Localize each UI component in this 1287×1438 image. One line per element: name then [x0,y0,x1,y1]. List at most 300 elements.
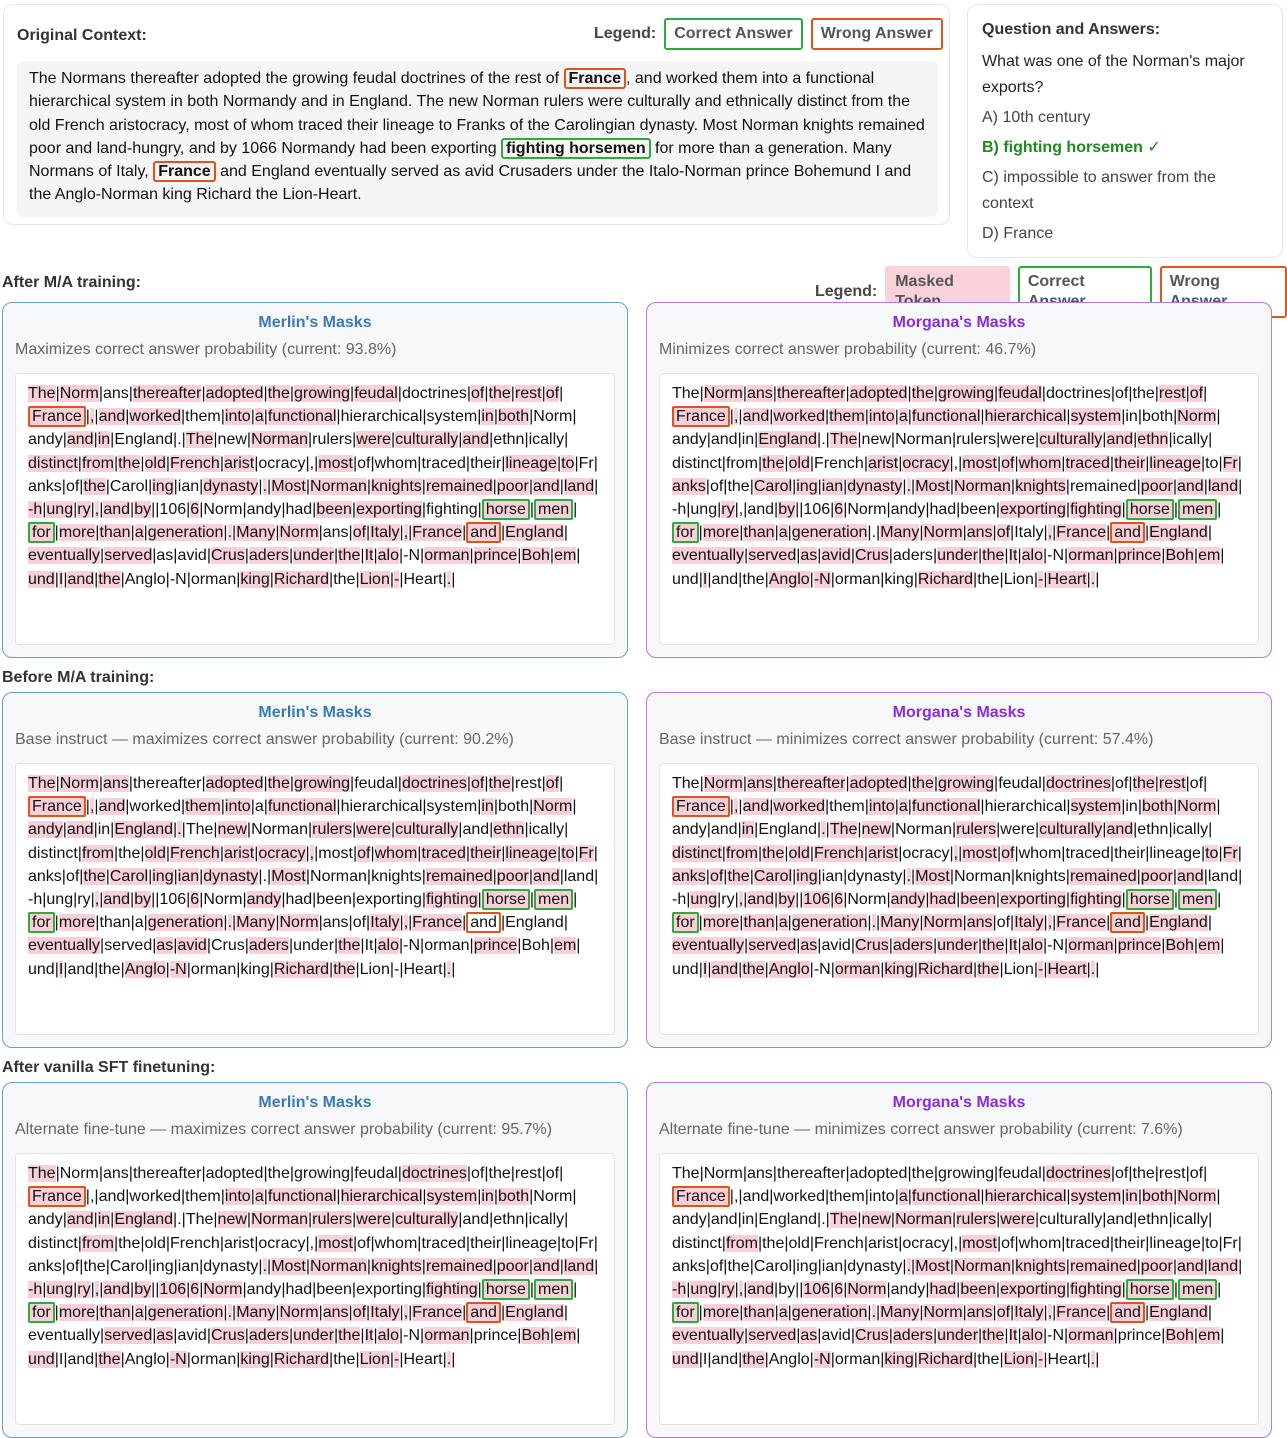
token: ry [77,891,91,909]
token: Italy [1014,914,1044,932]
token: served [748,547,797,565]
token: functional [267,1188,337,1206]
token: Many [236,1304,276,1322]
token: the [911,1165,934,1182]
token: orman [834,1350,881,1368]
token: to [1205,844,1219,862]
token: traced [421,844,466,862]
token: than [743,524,775,542]
token: king [884,1350,914,1368]
token: of [996,524,1011,542]
token: Lion [1003,960,1034,978]
token: of [1115,385,1129,402]
token: Lion [359,570,390,588]
token: . [262,477,268,495]
token: Most [271,1257,306,1275]
token: ans [103,385,129,402]
token: lineage [505,454,557,472]
token: Most [271,477,306,495]
token: and [1106,1211,1134,1229]
token: in [481,408,494,426]
token: The [28,1165,56,1182]
token: I [58,960,64,978]
token: France [412,914,463,932]
token: arist [223,454,255,472]
token: the [118,1234,141,1252]
token: worked [773,798,825,816]
token: worked [773,1188,825,1206]
token: Italy [370,524,400,542]
token: both [497,1188,530,1206]
token: distinct [28,844,78,862]
token: France [1056,1304,1107,1322]
token: eventually [672,937,745,955]
wrong-token: France [672,796,730,817]
token: arist [867,844,899,862]
token: ans [103,775,129,792]
token: to [1205,454,1219,472]
token: ocracy [258,844,306,862]
token: served [104,547,153,565]
token: both [1141,408,1174,426]
token: andy [672,431,707,449]
token: were [1000,821,1035,839]
token-passage: The|​Norm|​ans|​thereafter|​adopted|​the|​growing|​feudal|​doctrines|​of|​the|​rest|​of|​France |​,|​and|​worked|​them|​into|​a|​functional|​hierarchical|​system|​in|​both|​Norm|​andy|​and|​in|​England|​.|​The|​new|​Norman|​rulers|​were|​culturally|​and|​ethn|​ically|​distinct|​from|​the|​old|​French|​arist|​ocracy|​,|​most|​of|​whom|​traced|​their|​lineage|​to|​Fr|​anks|​of|​the|​Carol|​ing|​ian|​dynasty|​.|​Most|​Norman|​knights|​remained|​poor|​and|​land|​-h|​ung|​ry|​,|​and|​by|​|​106|​6|​Norm|​andy|​had|​been|​exporting|​fighting|​ horse |​ men |​for |​more|​than|​a|​generation|​.|​Many|​Norm|​ans|​of|​Italy|​,|​France|​ and |​England|​eventually|​served|​as|​avid|​Crus|​aders|​under|​the|​It|​alo|​-N|​orman|​prince|​Boh|​em|​und|​I|​and|​the|​Anglo|​-N|​orman|​king|​Richard|​the|​Lion|​-|​Heart|​.| [659,1153,1259,1425]
token: The [829,1211,858,1229]
token: and [711,570,739,588]
token: I [702,960,708,978]
token: Many [880,914,920,932]
token: under [293,937,335,955]
token: , [953,454,959,472]
token: avid [177,547,207,565]
token: into [224,798,251,816]
panel-before-ma-morgana [646,692,1272,1048]
panel-before-ma-merlin [2,692,628,1048]
token: exporting [356,891,422,909]
token: England [758,431,818,449]
token: , [309,1234,315,1252]
token: Most [915,1257,950,1275]
token: dynasty [203,477,259,495]
token: Many [236,914,276,932]
token: had [929,891,957,909]
token: Boh [521,547,550,565]
token: Most [915,867,950,885]
token: a [898,1188,908,1206]
token: ans [322,914,349,932]
token: the [98,570,121,588]
token: thereafter [776,775,846,792]
token: ung [46,1281,74,1299]
token: the [1132,775,1155,792]
token: 6 [834,501,844,519]
token: knights [371,477,422,495]
token: orman [424,937,470,955]
token: Italy [370,914,400,932]
token: alo [1021,547,1043,565]
token: alo [1021,1327,1043,1345]
context-text: for more than a generation. Many Normans of Italy, [29,139,892,181]
token: lineage [1149,454,1201,472]
token: the [742,960,765,978]
token: , [953,1234,959,1252]
token: orman [190,960,237,978]
token: their [1114,844,1146,862]
token: -h [672,501,687,519]
correct-answer-highlight: fighting horsemen [501,138,651,159]
token: from [725,1234,758,1252]
token: lineage [1149,1234,1201,1252]
token: alo [1021,937,1043,955]
token: fighting [426,891,478,909]
token: - [1038,570,1044,588]
token: anks [28,867,62,885]
token: Norm [1177,798,1217,816]
token: , [403,1304,409,1322]
token: . [1090,1350,1096,1368]
token: orman [1068,1327,1114,1345]
token: the [98,960,121,978]
wrong-token: and [1110,912,1145,933]
token: Richard [917,960,974,978]
token: their [470,1234,502,1252]
token: It [1008,1327,1018,1345]
token: Boh [521,1327,550,1345]
token: Crus [210,1327,245,1345]
token: land [563,1257,595,1275]
token: anks [28,477,62,495]
token: and [742,798,770,816]
token: fighting [1070,891,1122,909]
token: arist [867,1234,899,1252]
token: . [446,570,452,588]
token: the [977,570,1000,588]
token: aders [248,937,289,955]
token: thereafter [132,775,202,792]
token: , [1047,1304,1053,1322]
token: - [394,570,400,588]
token: ung [46,501,74,519]
token: their [1114,1234,1146,1252]
token: feudal [998,1165,1042,1182]
token: England [114,821,174,839]
token: Norm [533,798,573,816]
token: into [224,408,251,426]
token: in [1125,798,1138,816]
token: andy [672,1211,707,1229]
token: em [554,547,577,565]
token: prince [473,1327,518,1345]
token: 6 [834,891,844,909]
token: under [293,547,335,565]
token: by [134,1281,152,1299]
token: been [960,1281,996,1299]
token: more [702,914,740,932]
token: Norm [59,775,99,792]
token: and [532,1257,560,1275]
token: Boh [521,937,550,955]
token: Norm [847,1281,887,1299]
token: ry [721,1281,735,1299]
token: Anglo [124,960,166,978]
token: and [1176,867,1204,885]
token: thereafter [132,385,202,402]
token: a [898,798,908,816]
token: their [1114,454,1146,472]
token: the [118,844,141,862]
token: , [89,408,95,426]
legend-wrong-answer: Wrong [1160,266,1287,318]
token: of [471,775,485,792]
token: adopted [849,385,908,402]
token: most [318,454,353,472]
token: French [814,844,864,862]
token: ry [721,501,735,519]
token: The [185,1211,214,1229]
token: Many [880,524,920,542]
token: the [338,1327,361,1345]
token: ocracy [258,454,306,472]
panel-after-sft-morgana [646,1082,1272,1438]
token: Italy [1014,1304,1044,1322]
token: system [1070,408,1122,426]
token: knights [1015,867,1066,885]
token: Heart [1047,570,1087,588]
token: growing [938,385,995,402]
token: Norman [895,1211,952,1229]
token: Fr [578,454,594,472]
token: ocracy [258,1234,306,1252]
token: the [83,867,106,885]
token: Norman [954,867,1011,885]
token: ocracy [902,1234,950,1252]
token: remained [1069,867,1137,885]
token: and [747,501,775,519]
token: Richard [273,960,330,978]
token: growing [294,775,351,792]
token: -N [1047,937,1065,955]
token: und [28,570,55,588]
token: thereafter [132,1165,202,1182]
token: remained [425,867,493,885]
token: und [672,960,699,978]
wrong-token: and [466,522,501,543]
token: England [1149,1304,1208,1322]
token: the [977,1350,1000,1368]
token: Norm [703,775,743,792]
token: Norman [954,1257,1011,1275]
token: ethn [493,821,525,839]
correct-token: men [1178,889,1217,910]
token: Italy [370,1304,400,1322]
token: both [497,798,530,816]
correct-token: horse [482,499,530,520]
token: new [217,1211,247,1229]
token: of [1001,454,1015,472]
token: The [829,821,858,839]
wrong-token: and [1110,1302,1145,1323]
token: knights [1015,1257,1066,1275]
token: to [561,454,575,472]
token: their [470,844,502,862]
correct-token: horse [1126,889,1174,910]
token: rest [1158,775,1186,792]
token: -h [28,501,43,519]
token: and [66,1211,94,1229]
correct-token: for [672,912,699,933]
token: king [240,570,270,588]
token: and [1176,477,1204,495]
token: ically [1172,1211,1209,1229]
token: hierarchical [984,1188,1067,1206]
token: ocracy [902,454,950,472]
token: , [733,798,739,816]
token: hierarchical [984,408,1067,426]
token: growing [294,1165,351,1182]
token: them [829,408,865,426]
token: whom [1018,844,1062,862]
token: growing [938,775,995,792]
token: distinct [28,1234,78,1252]
token: orman [424,547,470,565]
token: poor [496,1257,529,1275]
token: of [1001,1234,1015,1252]
token: . [871,524,877,542]
token: worked [129,408,181,426]
token: from [725,454,758,472]
token: Norm [1177,1188,1217,1206]
token: prince [473,547,518,565]
token: under [937,1327,979,1345]
token: Norman [251,821,308,839]
token: ans [747,775,773,792]
token: generation [791,914,868,932]
token: exporting [1000,891,1066,909]
token: . [821,821,826,839]
token: king [240,1350,270,1368]
token: king [884,570,914,588]
token: dynasty [203,867,259,885]
token: ocracy [902,844,950,862]
token: of [1115,1165,1129,1182]
token: -N [169,960,187,978]
token: Norm [703,1165,743,1182]
token: ian [821,867,844,885]
token: hierarchical [340,408,423,426]
token: em [554,937,577,955]
token: by [134,501,152,519]
token: a [134,1304,144,1322]
token: than [743,914,775,932]
token: - [394,960,400,978]
token: Richard [917,570,974,588]
token: . [871,1304,877,1322]
token: and [67,1350,95,1368]
token: andy [246,891,282,909]
token: than [99,1304,131,1322]
token: the [333,1350,356,1368]
token: rulers [956,431,997,449]
token: I [702,1350,708,1368]
token: . [871,914,877,932]
token: whom [374,1234,418,1252]
token: the [267,775,290,792]
token: Carol [753,867,793,885]
token: eventually [672,547,745,565]
token: land [1207,477,1239,495]
token: Norman [310,1257,367,1275]
token: and [710,821,738,839]
token: ans [322,524,349,542]
token: of [1189,385,1204,402]
token: Carol [109,477,149,495]
token: , [94,891,100,909]
token: aders [892,1327,933,1345]
legend-wrong-answer: Wrong Answer [811,18,943,50]
token: arist [867,454,899,472]
token: The [672,385,700,402]
token: Richard [273,570,330,588]
token: of [996,914,1011,932]
token: , [1047,914,1053,932]
token: , [1047,524,1053,542]
token: and [742,1188,770,1206]
token: in [97,821,111,839]
token: old [788,844,810,862]
token: from [725,844,758,862]
token: a [134,524,144,542]
token: 106 [159,501,187,519]
token: poor [1140,477,1173,495]
token: more [702,1304,740,1322]
token: worked [773,408,825,426]
token: from [81,1234,114,1252]
token: more [58,914,96,932]
token: It [364,1327,374,1345]
token: 106 [803,501,831,519]
legend-correct-answer: Correct [1018,266,1152,318]
token: England [1149,914,1208,932]
token: had [929,501,957,519]
token: distinct [672,844,722,862]
token: Crus [210,937,245,955]
token: and [67,960,95,978]
token: functional [267,798,337,816]
token: ically [528,431,565,449]
question-text: What was one of the Norman's major exports? [982,53,1245,96]
token-passage: The|​Norm|​ans|​thereafter|​adopted|​the|​growing|​feudal|​doctrines|​of|​the|​rest|​of|​France |​,|​and|​worked|​them|​into|​a|​functional|​hierarchical|​system|​in|​both|​Norm|​andy|​and|​in|​England|​.|​The|​new|​Norman|​rulers|​were|​culturally|​and|​ethn|​ically|​distinct|​from|​the|​old|​French|​arist|​ocracy|​,|​most|​of|​whom|​traced|​their|​lineage|​to|​Fr|​anks|​of|​the|​Carol|​ing|​ian|​dynasty|​.|​Most|​Norman|​knights|​remained|​poor|​and|​land|​-h|​ung|​ry|​,|​and|​by|​|​106|​6|​Norm|​andy|​had|​been|​exporting|​fighting|​ horse |​ men |​for |​more|​than|​a|​generation|​.|​Many|​Norm|​ans|​of|​Italy|​,|​France|​ and |​England|​eventually|​served|​as|​avid|​Crus|​aders|​under|​the|​It|​alo|​-N|​orman|​prince|​Boh|​em|​und|​I|​and|​the|​Anglo|​-N|​orman|​king|​Richard|​the|​Lion|​-|​Heart|​.| [659,373,1259,645]
token: the [762,1234,785,1252]
token: and [1106,431,1134,449]
token: andy [28,821,63,839]
correct-token: men [534,889,573,910]
section-label-after-sft: After vanilla SFT finetuning: [2,1059,216,1076]
option-d: D) France [982,225,1054,242]
token: Boh [1165,937,1194,955]
token: in [481,798,494,816]
token: . [262,1257,268,1275]
token: ethn [493,431,525,449]
token: Carol [109,867,149,885]
token: Lion [359,1350,390,1368]
token: ethn [493,1211,525,1229]
token: of [352,524,367,542]
token: - [1038,1350,1044,1368]
token: the [727,1257,750,1275]
option-c: C) impossible to answer from the context [982,169,1216,212]
token: Heart [403,1350,443,1368]
